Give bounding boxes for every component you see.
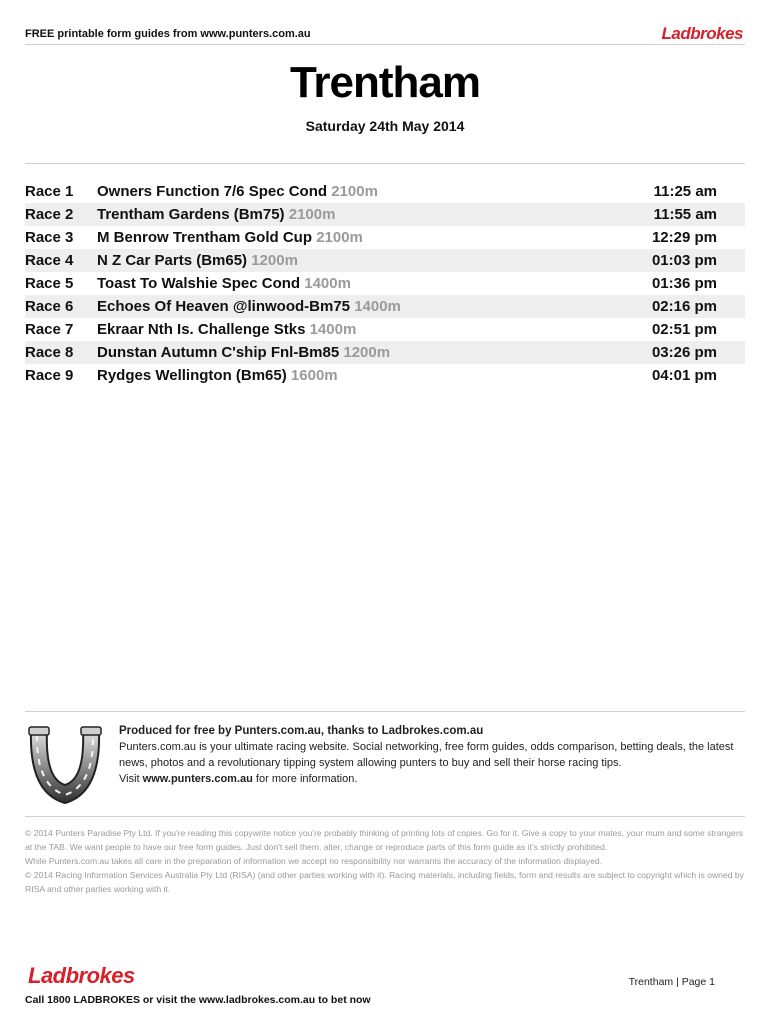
- race-time: 03:26 pm: [651, 344, 717, 361]
- race-number: Race 1: [25, 183, 74, 200]
- race-row: [25, 341, 745, 364]
- race-row: [25, 364, 745, 387]
- meeting-date: Saturday 24th May 2014: [305, 118, 465, 134]
- race-title: [97, 321, 607, 338]
- race-title: [97, 183, 607, 200]
- race-list: [25, 180, 745, 387]
- race-title: [97, 229, 607, 246]
- race-time: 11:55 am: [653, 206, 717, 223]
- page-header: [25, 24, 745, 44]
- race-row: [25, 226, 745, 249]
- promo-visit-suffix: for more information.: [252, 773, 358, 785]
- race-distance: 1400m: [354, 298, 401, 315]
- promo-block: [25, 723, 745, 823]
- promo-visit: [119, 771, 739, 787]
- promo-text: [119, 723, 739, 787]
- race-time: 02:51 pm: [651, 321, 717, 338]
- race-number: Race 9: [25, 367, 74, 384]
- title-divider: [25, 163, 745, 164]
- race-name: Echoes Of Heaven @linwood-Bm75: [97, 298, 351, 315]
- race-number: Race 5: [25, 275, 74, 292]
- page-number: Trentham | Page 1: [628, 976, 715, 988]
- footer-ladbrokes-logo: Ladbrokes: [28, 963, 135, 988]
- race-distance: 2100m: [288, 206, 336, 223]
- race-time: 02:16 pm: [651, 298, 717, 315]
- race-name: Ekraar Nth Is. Challenge Stks: [97, 321, 306, 338]
- race-distance: 1200m: [343, 344, 391, 361]
- race-name: M Benrow Trentham Gold Cup: [97, 229, 313, 246]
- race-title: [97, 367, 607, 384]
- promo-divider-top: [25, 711, 745, 712]
- race-distance: 1600m: [290, 367, 338, 384]
- race-distance: 2100m: [331, 183, 378, 200]
- race-row: [25, 180, 745, 203]
- punters-link[interactable]: www.punters.com.au: [142, 773, 253, 785]
- ladbrokes-logo: Ladbrokes: [661, 24, 743, 43]
- race-row: [25, 295, 745, 318]
- race-row: [25, 249, 745, 272]
- race-name: Dunstan Autumn C'ship Fnl-Bm85: [97, 344, 340, 361]
- race-time: 12:29 pm: [651, 229, 717, 246]
- race-number: Race 7: [25, 321, 74, 338]
- legal-notice: [25, 826, 745, 896]
- race-name: N Z Car Parts (Bm65): [97, 252, 248, 269]
- race-title: [97, 344, 607, 361]
- race-distance: 1400m: [304, 275, 351, 292]
- race-number: Race 3: [25, 229, 74, 246]
- race-title: [97, 252, 607, 269]
- promo-visit-prefix: Visit: [119, 773, 143, 785]
- race-title: [97, 206, 607, 223]
- race-name: Rydges Wellington (Bm65): [97, 367, 287, 384]
- race-name: Owners Function 7/6 Spec Cond: [97, 183, 328, 200]
- race-number: Race 6: [25, 298, 74, 315]
- promo-body: Punters.com.au is your ultimate racing website. Social networking, free form guides, odds comparison, betting deals, the latest news, photos and a revolutionary tipping system allowing punters to buy and sell their horse racing tips.: [119, 741, 734, 769]
- race-distance: 1400m: [309, 321, 357, 338]
- race-number: Race 2: [25, 206, 74, 223]
- race-time: 11:25 am: [653, 183, 717, 200]
- horseshoe-icon: [25, 723, 105, 811]
- race-time: 04:01 pm: [651, 367, 717, 384]
- promo-heading: Produced for free by Punters.com.au, thanks to Ladbrokes.com.au: [119, 725, 484, 737]
- race-title: [97, 298, 607, 315]
- race-distance: 2100m: [316, 229, 363, 246]
- race-row: [25, 318, 745, 341]
- header-tagline: FREE printable form guides from www.punters.com.au: [25, 28, 311, 40]
- race-name: Trentham Gardens (Bm75): [97, 206, 285, 223]
- venue-title: Trentham: [289, 58, 481, 107]
- legal-paragraph: © 2014 Punters Paradise Pty Ltd. If you're reading this copywrite notice you're probably thinking of printing lots of copies. Go for it. Give a copy to your mates, your mum and some strangers at the TAB. We want people to have our free form guides. Just don't sell them, alter, change or reproduce parts of this form guide as it's strictly prohibited.: [25, 828, 743, 852]
- race-distance: 1200m: [251, 252, 298, 269]
- legal-paragraph: © 2014 Racing Information Services Australia Pty Ltd (RISA) (and other parties working with it). Racing materials, including fields, form and results are subject to copyright which is owned by RISA and other parties working with it.: [25, 870, 744, 894]
- race-number: Race 8: [25, 344, 74, 361]
- header-divider: [25, 44, 745, 45]
- promo-divider-bottom: [25, 816, 745, 817]
- call-to-action: Call 1800 LADBROKES or visit the www.ladbrokes.com.au to bet now: [25, 994, 371, 1006]
- race-time: 01:36 pm: [651, 275, 717, 292]
- race-row: [25, 203, 745, 226]
- legal-paragraph: While Punters.com.au takes all care in the preparation of information we accept no responsibility nor warrants the accuracy of the information displayed.: [25, 856, 603, 866]
- race-number: Race 4: [25, 252, 74, 269]
- race-name: Toast To Walshie Spec Cond: [97, 275, 301, 292]
- race-time: 01:03 pm: [651, 252, 717, 269]
- race-title: [97, 275, 607, 292]
- race-row: [25, 272, 745, 295]
